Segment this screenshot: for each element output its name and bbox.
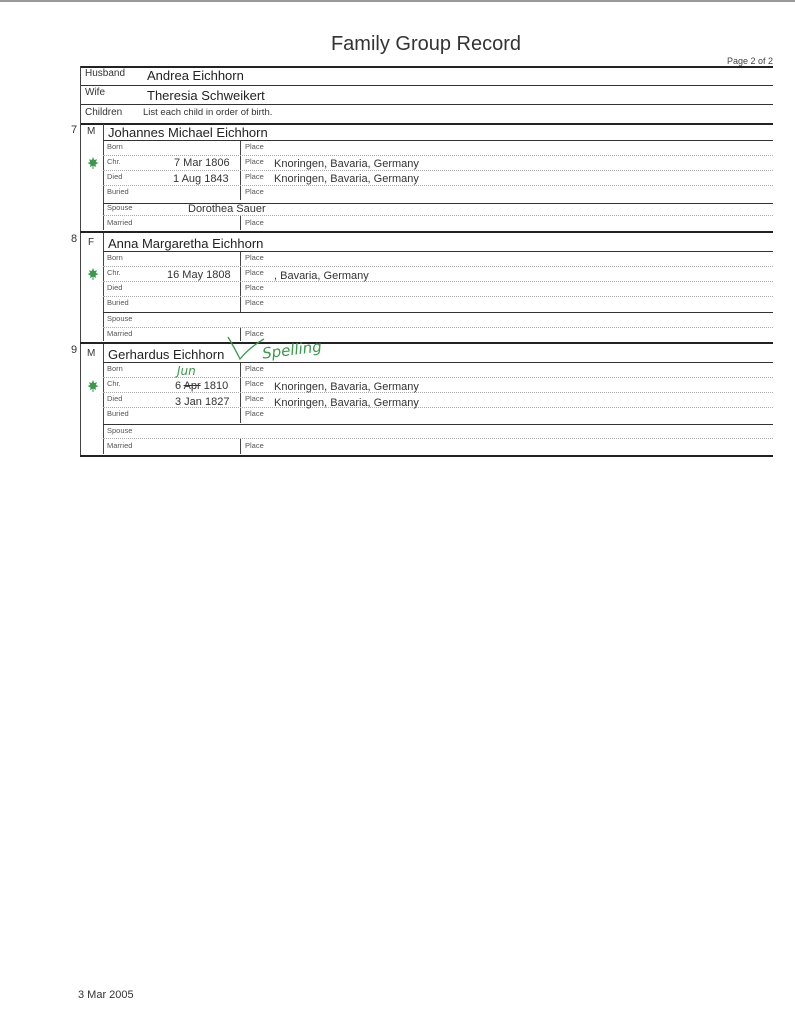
child-name-rule (103, 362, 773, 363)
child-name: Gerhardus Eichhorn (108, 347, 225, 362)
chr-place: Knoringen, Bavaria, Germany (274, 381, 419, 393)
place-label: Place (245, 394, 264, 403)
child-number: 8 (71, 233, 78, 245)
died-label: Died (107, 394, 123, 403)
child-number: 9 (71, 344, 78, 356)
place-label: Place (245, 409, 264, 418)
place-label: Place (245, 157, 264, 166)
spouse-name: Dorothea Sauer (188, 203, 266, 215)
row-divider (103, 377, 773, 378)
maple-leaf-icon (87, 157, 99, 169)
event-place-divider (240, 363, 241, 423)
event-place-divider (240, 252, 241, 312)
husband-label: Husband (85, 68, 126, 79)
spouse-label: Spouse (107, 314, 133, 323)
row-divider (103, 281, 773, 282)
husband-name: Andrea Eichhorn (147, 68, 244, 83)
handwritten-annotation: Spelling (261, 337, 323, 363)
died-place: Knoringen, Bavaria, Germany (274, 397, 419, 409)
place-label: Place (245, 253, 264, 262)
married-label: Married (107, 218, 133, 227)
spouse-label: Spouse (107, 203, 133, 212)
child-number: 7 (71, 124, 78, 136)
row-divider (103, 327, 773, 328)
died-label: Died (107, 283, 123, 292)
scan-top-edge (0, 0, 795, 2)
chr-place: Knoringen, Bavaria, Germany (274, 158, 419, 170)
row-divider (103, 215, 773, 216)
place-label: Place (245, 268, 264, 277)
place-label: Place (245, 172, 264, 181)
maple-leaf-icon (87, 380, 99, 392)
struck-month: Apr (183, 380, 201, 392)
died-label: Died (107, 172, 123, 181)
husband-rule (80, 85, 773, 86)
wife-rule (80, 104, 773, 105)
died-date: 1 Aug 1843 (173, 173, 229, 185)
place-label: Place (245, 283, 264, 292)
place-label: Place (245, 142, 264, 151)
date-correction: Jun (177, 364, 196, 378)
checkmark-icon (226, 333, 266, 361)
place-label: Place (245, 218, 264, 227)
born-label: Born (107, 253, 123, 262)
buried-label: Buried (107, 187, 129, 196)
spouse-rule (103, 424, 773, 425)
chr-place: , Bavaria, Germany (274, 270, 369, 282)
row-divider (103, 266, 773, 267)
row-divider (103, 155, 773, 156)
died-date: 3 Jan 1827 (175, 396, 230, 408)
wife-label: Wife (85, 87, 105, 98)
row-divider (103, 185, 773, 186)
born-label: Born (107, 142, 123, 151)
row-divider (103, 296, 773, 297)
record-bottom-rule (80, 455, 773, 457)
born-label: Born (107, 364, 123, 373)
child-inner-border (103, 233, 104, 341)
chr-date: 7 Mar 1806 (174, 157, 230, 169)
page-number: Page 2 of 2 (726, 56, 773, 66)
print-date: 3 Mar 2005 (78, 989, 134, 1001)
buried-label: Buried (107, 409, 129, 418)
married-place-divider (240, 438, 241, 454)
child-sex: M (87, 348, 96, 359)
children-label: Children (85, 107, 123, 118)
married-label: Married (107, 441, 133, 450)
chr-label: Chr. (107, 379, 121, 388)
died-place: Knoringen, Bavaria, Germany (274, 173, 419, 185)
row-divider (103, 392, 773, 393)
page-title: Family Group Record (330, 33, 522, 55)
place-label: Place (245, 364, 264, 373)
maple-leaf-icon (87, 268, 99, 280)
child-separator (80, 231, 773, 233)
child-separator (80, 342, 773, 344)
chr-date: 16 May 1808 (167, 269, 231, 281)
married-label: Married (107, 329, 133, 338)
place-label: Place (245, 379, 264, 388)
child-name: Anna Margaretha Eichhorn (108, 236, 264, 251)
child-name-rule (103, 251, 773, 252)
place-label: Place (245, 298, 264, 307)
child-name-rule (103, 140, 773, 141)
child-sex: F (88, 237, 95, 248)
place-label: Place (245, 329, 264, 338)
spouse-label: Spouse (107, 426, 133, 435)
spouse-rule (103, 312, 773, 313)
chr-date: 6 Apr 1810 (175, 380, 229, 392)
children-note: List each child in order of birth. (143, 107, 273, 118)
buried-label: Buried (107, 298, 129, 307)
row-divider (103, 438, 773, 439)
chr-label: Chr. (107, 268, 121, 277)
married-place-divider (240, 215, 241, 230)
row-divider (103, 170, 773, 171)
place-label: Place (245, 441, 264, 450)
child-sex: M (87, 126, 96, 137)
chr-label: Chr. (107, 157, 121, 166)
place-label: Place (245, 187, 264, 196)
left-border (80, 66, 81, 457)
wife-name: Theresia Schweikert (147, 88, 265, 103)
child-name: Johannes Michael Eichhorn (108, 125, 268, 140)
